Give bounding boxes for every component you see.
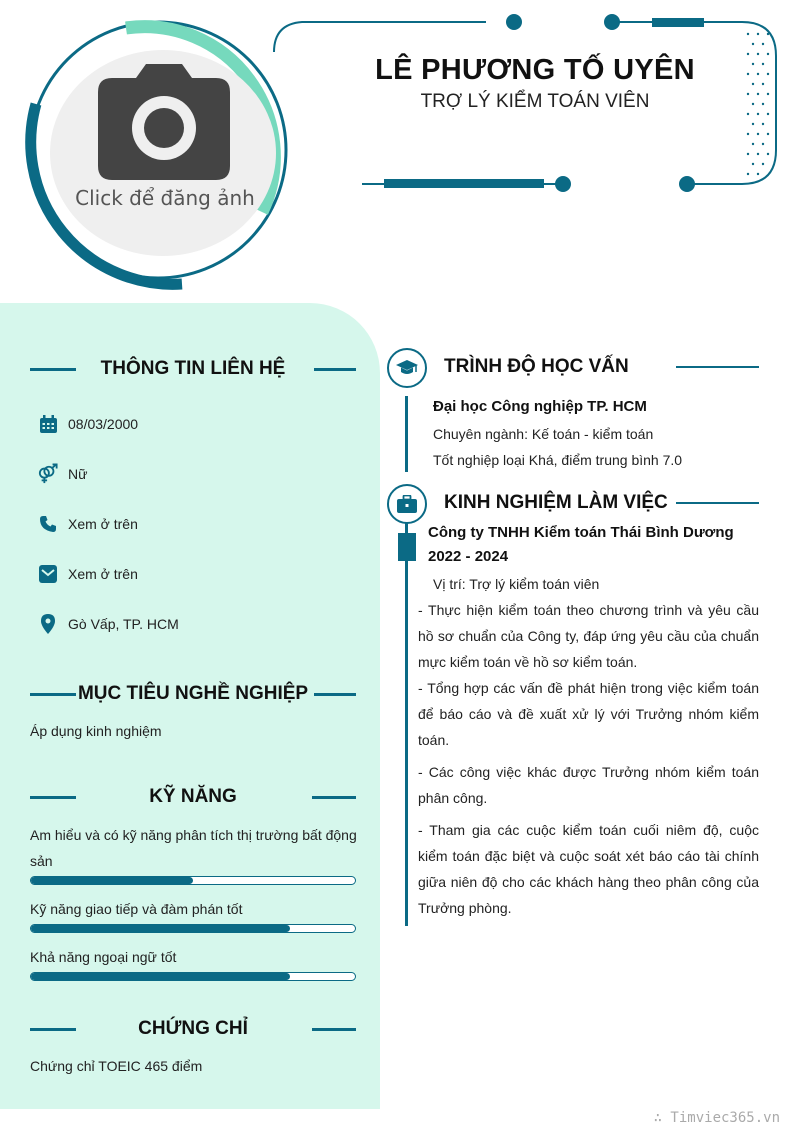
- experience-position: Vị trí: Trợ lý kiểm toán viên: [433, 576, 600, 592]
- graduation-cap-icon: [396, 359, 418, 377]
- section-rule: [30, 1028, 76, 1031]
- dot-pattern: [747, 33, 769, 175]
- skill-label: Khả năng ngoại ngữ tốt: [30, 949, 177, 965]
- contact-item-birthday: [38, 411, 138, 437]
- skill-label: Kỹ năng giao tiếp và đàm phán tốt: [30, 901, 243, 917]
- address-value: Gò Vấp, TP. HCM: [68, 616, 179, 632]
- education-section-title: TRÌNH ĐỘ HỌC VẤN: [444, 356, 629, 377]
- experience-duty: - Các công việc khác được Trưởng nhóm kiểm toán phân công.: [418, 764, 759, 806]
- section-rule: [676, 366, 759, 368]
- skills-section-title: KỸ NĂNG: [149, 786, 237, 807]
- section-rule: [314, 368, 356, 371]
- experience-company: Công ty TNHH Kiểm toán Thái Bình Dương: [428, 524, 734, 541]
- education-major: Chuyên ngành: Kế toán - kiểm toán: [433, 426, 654, 442]
- certificates-section-title: CHỨNG CHỈ: [138, 1018, 248, 1039]
- education-result: Tốt nghiệp loại Khá, điểm trung bình 7.0: [433, 452, 683, 468]
- brand-logo-icon: ∴: [653, 1110, 671, 1126]
- contact-section-title: THÔNG TIN LIÊN HỆ: [100, 358, 286, 379]
- brand-text: Timviec365.vn: [670, 1110, 780, 1126]
- section-rule: [312, 796, 356, 799]
- section-rule: [312, 1028, 356, 1031]
- section-rule: [676, 502, 759, 504]
- timeline-line: [405, 396, 408, 472]
- experience-period: 2022 - 2024: [428, 548, 509, 565]
- section-rule: [30, 368, 76, 371]
- timeline-line: [405, 522, 408, 926]
- experience-duty: - Thực hiện kiểm toán theo chương trình và yêu cầu hồ sơ chuẩn của Công ty, đáp ứng yêu cầu của chuẩn mực kiểm toán về hồ sơ kiểm toán.: [418, 602, 759, 670]
- skill-label: Am hiểu và có kỹ năng phân tích thị trường bất động sản: [30, 827, 357, 869]
- skill-level-bar: [30, 972, 356, 981]
- upload-photo-caption[interactable]: Click để đăng ảnh: [75, 186, 255, 210]
- certificate-text: Chứng chỉ TOEIC 465 điểm: [30, 1058, 203, 1074]
- phone-value: Xem ở trên: [68, 516, 138, 532]
- camera-icon[interactable]: [98, 64, 230, 180]
- email-icon: [38, 564, 58, 584]
- footer-brand: [620, 1110, 780, 1126]
- section-rule: [314, 693, 356, 696]
- calendar-icon: [38, 414, 58, 434]
- contact-item-gender: [38, 461, 87, 487]
- location-icon: [38, 614, 58, 634]
- job-title: TRỢ LÝ KIỂM TOÁN VIÊN: [420, 91, 650, 112]
- contact-item-address: [38, 611, 179, 637]
- experience-section-icon: [387, 484, 427, 524]
- experience-duty: - Tham gia các cuộc kiểm toán cuối niêm độ, cuộc kiểm toán đặc biệt và cuộc soát xét báo cáo tài chính giữa niên độ cho các khách hàng theo phân công của Trưởng phòng.: [418, 822, 759, 916]
- gender-icon: [38, 464, 58, 484]
- skill-level-bar: [30, 924, 356, 933]
- phone-icon: [38, 514, 58, 534]
- contact-item-phone: [38, 511, 138, 537]
- section-rule: [30, 796, 76, 799]
- gender-value: Nữ: [68, 466, 88, 482]
- experience-duty: - Tổng hợp các vấn đề phát hiện trong việc kiểm toán để báo cáo và đề xuất xử lý với Trưởng nhóm kiểm toán.: [418, 680, 759, 748]
- contact-item-email: [38, 561, 138, 587]
- objective-section-title: MỤC TIÊU NGHỀ NGHIỆP: [77, 683, 309, 704]
- objective-text: Áp dụng kinh nghiệm: [30, 723, 162, 739]
- email-value: Xem ở trên: [68, 566, 138, 582]
- section-rule: [30, 693, 76, 696]
- skill-level-bar: [30, 876, 356, 885]
- education-school: Đại học Công nghiệp TP. HCM: [433, 398, 647, 415]
- candidate-name: LÊ PHƯƠNG TỐ UYÊN: [375, 54, 695, 86]
- birthday-value: 08/03/2000: [68, 416, 139, 432]
- timeline-marker: [398, 533, 416, 561]
- experience-section-title: KINH NGHIỆM LÀM VIỆC: [444, 492, 668, 513]
- briefcase-icon: [397, 495, 417, 513]
- education-section-icon: [387, 348, 427, 388]
